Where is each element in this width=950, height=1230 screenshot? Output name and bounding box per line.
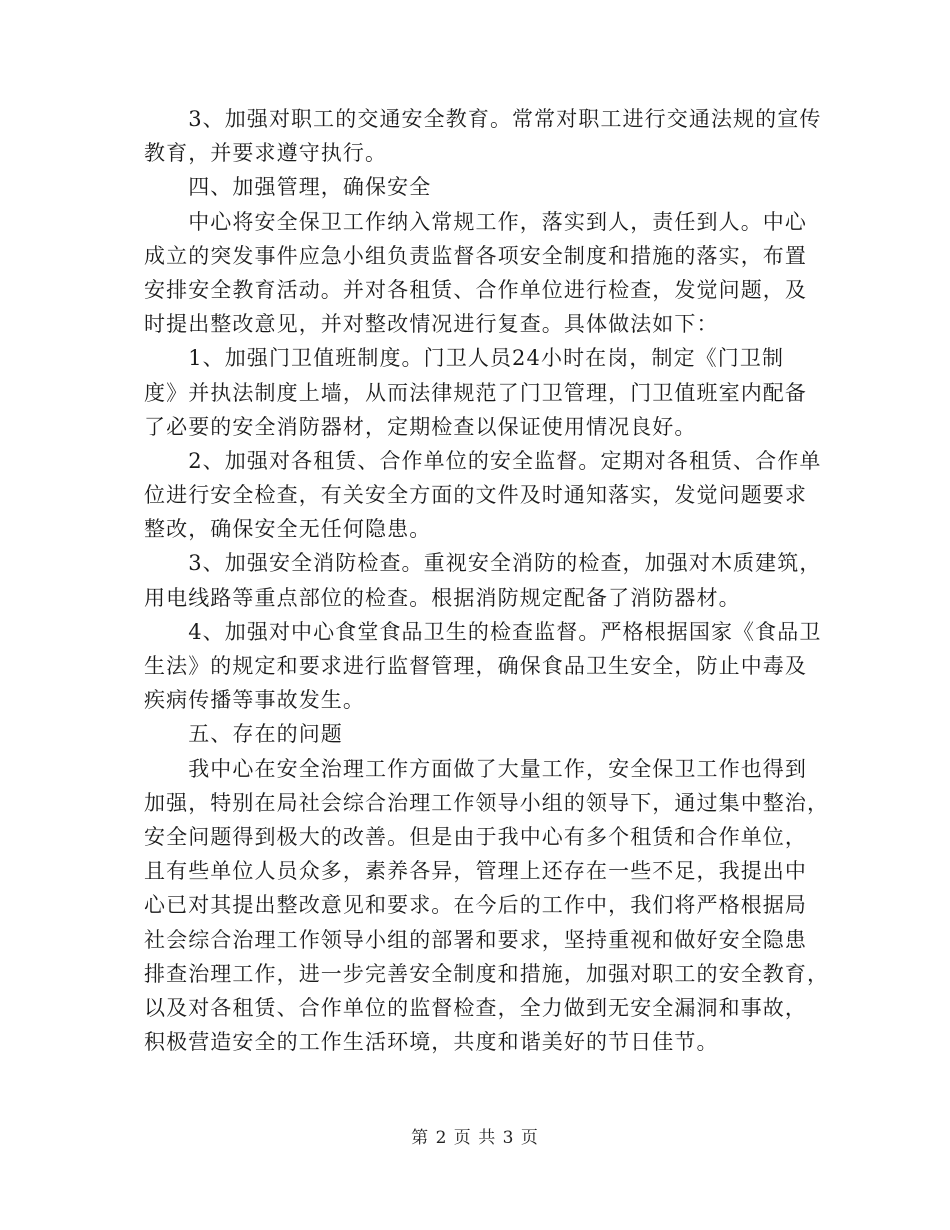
text-line: 了必要的安全消防器材，定期检查以保证使用情况良好。 [144, 414, 697, 439]
paragraph [144, 752, 830, 1060]
text-line: 加强，特别在局社会综合治理工作领导小组的领导下，通过集中整治， [144, 790, 830, 815]
paragraph [144, 170, 824, 204]
text-line: 成立的突发事件应急小组负责监督各项安全制度和措施的落实，布置 [144, 243, 807, 268]
paragraph [144, 546, 824, 614]
text-line: 生法》的规定和要求进行监督管理，确保食品卫生安全，防止中毒及 [144, 654, 807, 678]
text-line: 用电线路等重点部位的检查。根据消防规定配备了消防器材。 [144, 585, 741, 610]
text-line: 教育，并要求遵守执行。 [144, 141, 388, 166]
paragraph [144, 102, 824, 170]
text-line: 中心将安全保卫工作纳入常规工作，落实到人，责任到人。中心 [144, 209, 807, 234]
document-body [144, 102, 830, 1059]
text-line: 积极营造安全的工作生活环境，共度和谐美好的节日佳节。 [144, 1030, 719, 1055]
text-line: 整改，确保安全无任何隐患。 [144, 517, 432, 542]
text-line: 2、加强对各租赁、合作单位的安全监督。定期对各租赁、合作单 [144, 448, 822, 473]
text-line: 安全问题得到极大的改善。但是由于我中心有多个租赁和合作单位， [144, 824, 807, 849]
text-line: 以及对各租赁、合作单位的监督检查，全力做到无安全漏洞和事故， [144, 995, 807, 1020]
text-line: 安排安全教育活动。并对各租赁、合作单位进行检查，发觉问题，及 [144, 277, 807, 302]
paragraph [144, 615, 824, 718]
text-line: 时提出整改意见，并对整改情况进行复查。具体做法如下： [144, 312, 719, 337]
paragraph [144, 717, 824, 751]
text-line: 且有些单位人员众多，素养各异，管理上还存在一些不足，我提出中 [144, 859, 807, 884]
text-line: 度》并执法制度上墙，从而法律规范了门卫管理，门卫值班室内配备 [144, 380, 807, 405]
text-line: 4、加强对中心食堂食品卫生的检查监督。严格根据国家《食品卫 [144, 619, 822, 644]
text-line: 3、加强对职工的交通安全教育。常常对职工进行交通法规的宣传 [144, 107, 822, 131]
text-line: 位进行安全检查，有关安全方面的文件及时通知落实，发觉问题要求 [144, 483, 807, 508]
paragraph [144, 444, 824, 547]
paragraph [144, 205, 824, 342]
text-line: 疾病传播等事故发生。 [144, 688, 365, 713]
page-footer: 第 2 页 共 3 页 [411, 1128, 539, 1148]
text-line: 五、存在的问题 [144, 722, 343, 747]
text-line: 社会综合治理工作领导小组的部署和要求，坚持重视和做好安全隐患 [144, 927, 807, 952]
text-line: 1、加强门卫值班制度。门卫人员24小时在岗，制定《门卫制 [144, 346, 785, 371]
paragraph [144, 341, 824, 444]
text-line: 我中心在安全治理工作方面做了大量工作，安全保卫工作也得到 [144, 756, 807, 781]
text-line: 3、加强安全消防检查。重视安全消防的检查，加强对木质建筑， [144, 551, 822, 576]
text-line: 心已对其提出整改意见和要求。在今后的工作中，我们将严格根据局 [144, 893, 807, 918]
text-line: 排查治理工作，进一步完善安全制度和措施，加强对职工的安全教育， [144, 961, 830, 986]
text-line: 四、加强管理，确保安全 [144, 175, 432, 200]
